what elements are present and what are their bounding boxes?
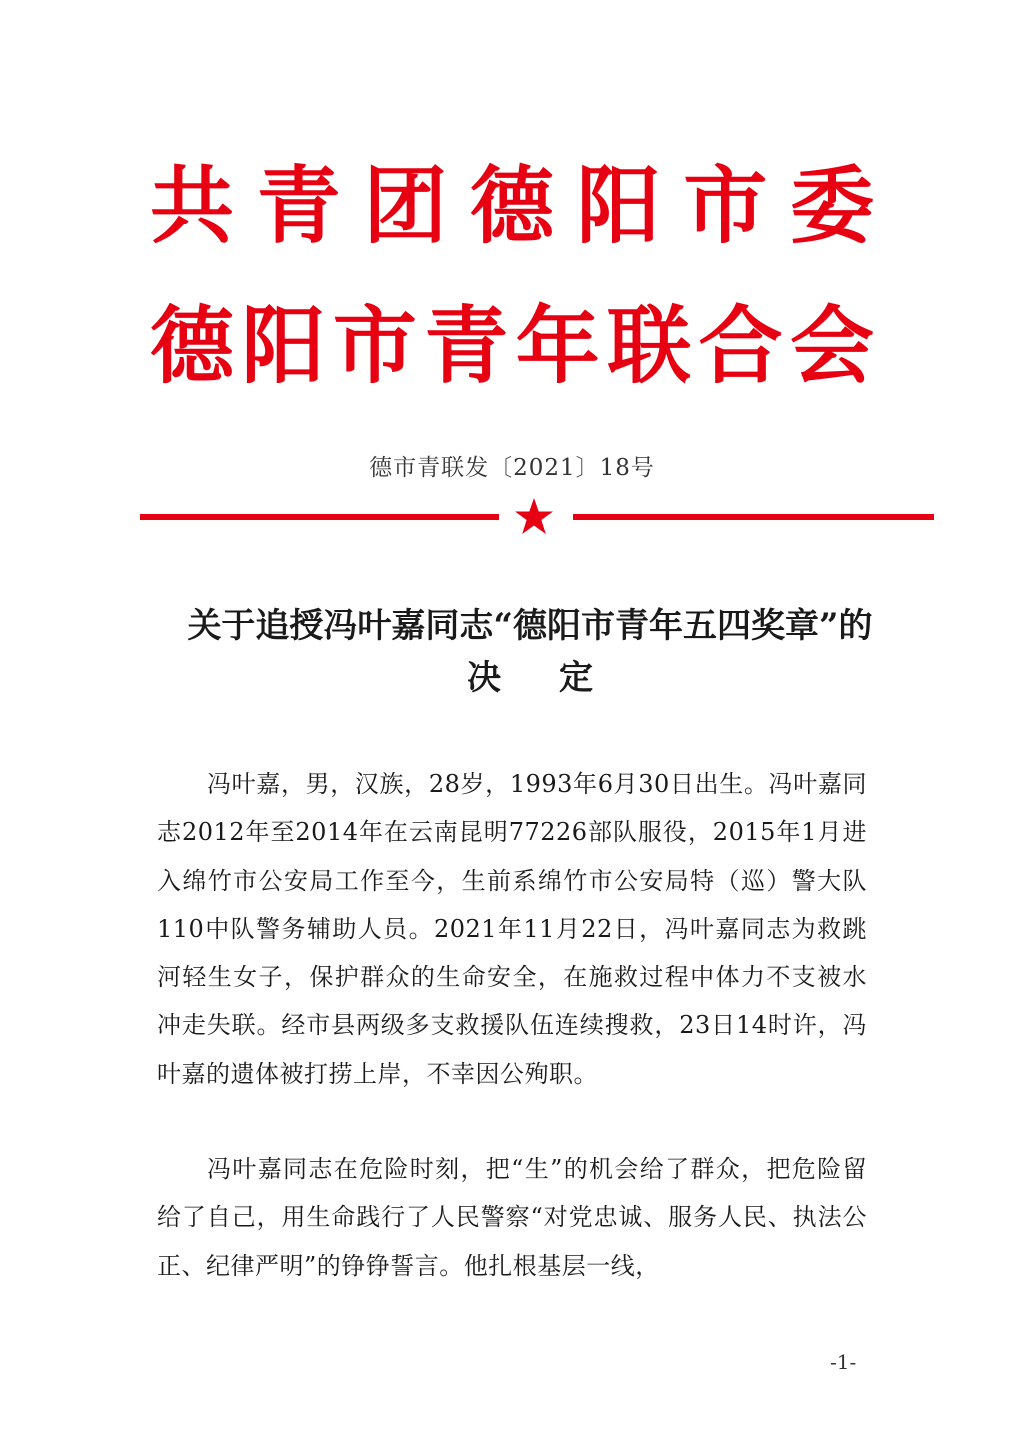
issuer-name-line2: 德阳市青年联合会 <box>150 297 874 395</box>
document-title-line2: 决定 <box>467 658 651 698</box>
red-separator-right <box>573 514 934 520</box>
page-number: -1- <box>830 1350 857 1374</box>
red-separator-left <box>140 514 499 520</box>
issuer-name-line1: 共青团德阳市委 <box>150 157 874 255</box>
body-paragraph-2: 冯叶嘉同志在危险时刻，把“生”的机会给了群众，把危险留给了自己，用生命践行了人民警察“对党忠诚、服务人民、执法公正、纪律严明”的铮铮誓言。他扎根基层一线， <box>157 1155 867 1280</box>
star-icon <box>514 496 554 536</box>
document-number: 德市青联发〔2021〕18号 <box>369 455 655 481</box>
document-title-line1: 关于追授冯叶嘉同志“德阳市青年五四奖章”的 <box>187 606 873 646</box>
body-paragraph-1: 冯叶嘉，男，汉族，28岁，1993年6月30日出生。冯叶嘉同志2012年至2014年在云南昆明77226部队服役，2015年1月进入绵竹市公安局工作至今，生前系绵竹市公安局特（巡）警大队110中队警务辅助人员。2021年11月22日，冯叶嘉同志为救跳河轻生女子，保护群众的生命安全，在施救过程中体力不支被水冲走失联。经市县两级多支救援队伍连续搜救，23日14时许，冯叶嘉的遗体被打捞上岸，不幸因公殉职。 <box>157 770 867 1088</box>
